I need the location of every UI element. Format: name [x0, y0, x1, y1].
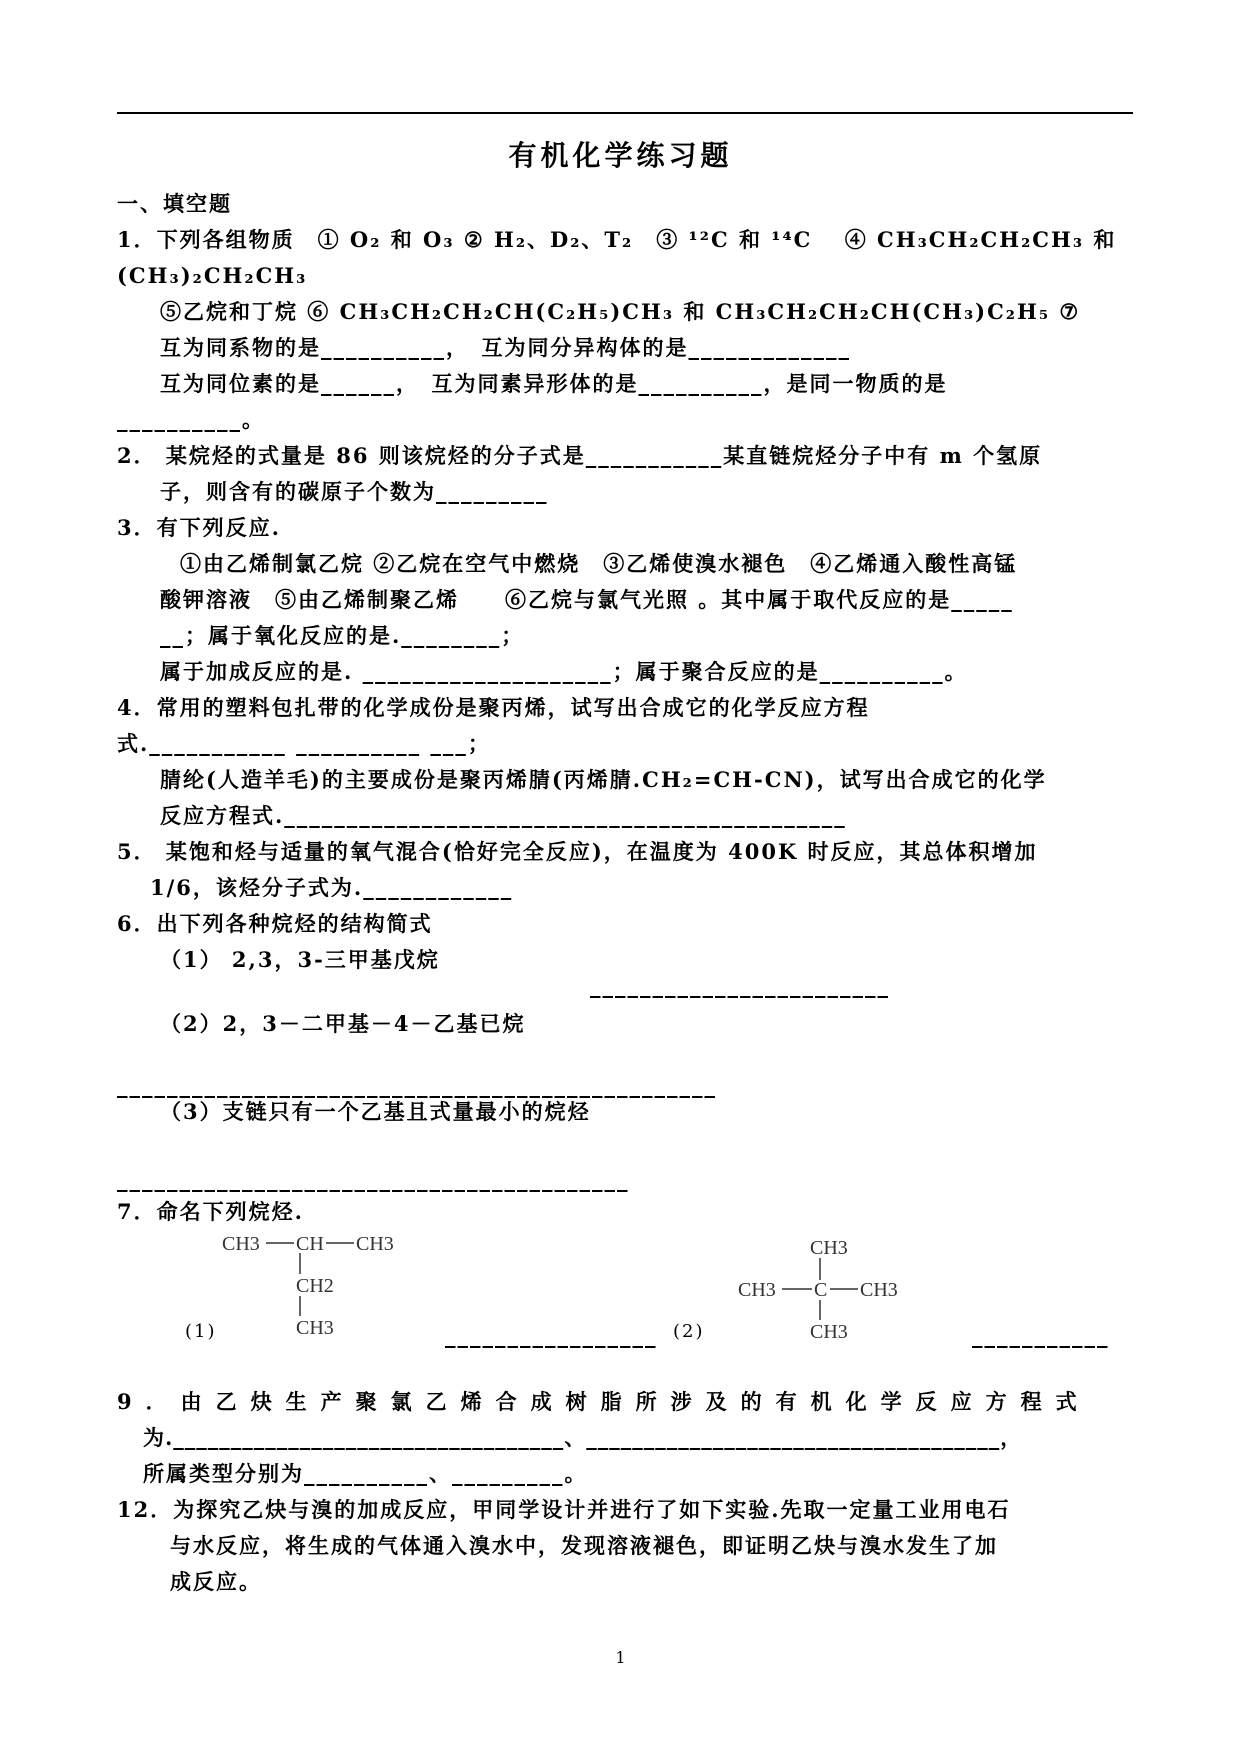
structure-2: [738, 1234, 908, 1352]
question-1-line-6: __________。: [117, 407, 265, 432]
question-3-line-4: __；属于氧化反应的是.________；: [160, 623, 525, 648]
question-9-line-2: 为.__________________________________、____________________________________，: [143, 1425, 1023, 1450]
structure-2-c-center: C: [814, 1279, 828, 1301]
structure-1: [222, 1228, 422, 1346]
question-1-line-1: 1．下列各组物质 ① O₂ 和 O₃ ② H₂、D₂、T₂ ③ ¹²C 和 ¹⁴C ④ CH₃CH₂CH₂CH₃ 和: [117, 227, 1117, 252]
question-7-label-2: (2): [673, 1321, 705, 1342]
question-4-line-3: 腈纶(人造羊毛)的主要成份是聚丙烯腈(丙烯腈.CH₂=CH-CN)，试写出合成它的化学: [160, 767, 1047, 792]
question-2-line-1: 2． 某烷烃的式量是 86 则该烷烃的分子式是___________某直链烷烃分子中有 m 个氢原: [117, 443, 1043, 468]
question-6-answer-blank-3: _________________________________________: [117, 1167, 630, 1192]
structure-1-ch3-left: CH3: [222, 1233, 260, 1255]
question-1-line-3: ⑤乙烷和丁烷 ⑥ CH₃CH₂CH₂CH(C₂H₅)CH₃ 和 CH₃CH₂CH₂CH(CH₃)C₂H₅ ⑦: [160, 299, 1081, 324]
question-5-line-1: 5． 某饱和烃与适量的氧气混合(恰好完全反应)，在温度为 400K 时反应，其总体积增加: [117, 839, 1038, 864]
structure-1-ch: CH: [296, 1233, 324, 1255]
question-3-line-3: 酸钾溶液 ⑤由乙烯制聚乙烯 ⑥乙烷与氯气光照 。其中属于取代反应的是_____: [160, 587, 1014, 612]
page-title: 有机化学练习题: [508, 139, 733, 172]
question-7-line-1: 7．命名下列烷烃.: [117, 1199, 304, 1224]
question-6-part-1: （1） 2,3，3-三甲基戊烷: [160, 947, 440, 972]
question-3-line-2: ①由乙烯制氯乙烷 ②乙烷在空气中燃烧 ③乙烯使溴水褪色 ④乙烯通入酸性高锰: [180, 551, 1018, 576]
structure-1-ch3-bottom: CH3: [296, 1317, 334, 1339]
question-9-line-1: 9．由乙炔生产聚氯乙烯合成树脂所涉及的有机化学反应方程式: [117, 1389, 1091, 1414]
structure-2-ch3-left: CH3: [738, 1279, 776, 1301]
question-1-line-4: 互为同系物的是__________， 互为同分异构体的是_____________: [160, 335, 851, 360]
question-12-line-2: 与水反应，将生成的气体通入溴水中，发现溶液褪色，即证明乙炔与溴水发生了加: [170, 1533, 998, 1558]
structure-2-ch3-right: CH3: [860, 1279, 898, 1301]
question-5-line-2: 1/6，该烃分子式为.____________: [150, 875, 514, 900]
question-4-line-4: 反应方程式._____________________________________________: [160, 803, 847, 828]
question-6-line-1: 6．出下列各种烷烃的结构简式: [117, 911, 433, 936]
question-6-answer-blank-1: ________________________: [590, 973, 890, 998]
question-12-line-1: 12．为探究乙炔与溴的加成反应，甲同学设计并进行了如下实验.先取一定量工业用电石: [117, 1497, 1011, 1522]
question-1-line-2: (CH₃)₂CH₂CH₃: [117, 263, 308, 288]
structure-1-ch2: CH2: [296, 1275, 334, 1297]
question-6-part-3: （3）支链只有一个乙基且式量最小的烷烃: [160, 1099, 591, 1124]
structure-2-ch3-top: CH3: [810, 1237, 848, 1259]
question-3-line-5: 属于加成反应的是. ____________________；属于聚合反应的是__________。: [160, 659, 968, 684]
structure-1-ch3-right: CH3: [356, 1233, 394, 1255]
question-1-line-5: 互为同位素的是______， 互为同素异形体的是__________，是同一物质的是: [160, 371, 948, 396]
question-6-answer-blank-2: ________________________________________________: [117, 1073, 717, 1098]
question-6-part-2: （2）2，3－二甲基－4－乙基已烷: [160, 1011, 526, 1036]
top-rule: [117, 112, 1133, 114]
question-12-line-3: 成反应。: [170, 1569, 262, 1594]
question-7-answer-blank-2: ___________: [972, 1323, 1110, 1348]
question-7-answer-blank-1: _________________: [445, 1323, 658, 1348]
structure-2-ch3-bottom: CH3: [810, 1321, 848, 1343]
section-heading: 一、填空题: [117, 191, 232, 216]
question-3-line-1: 3．有下列反应.: [117, 515, 281, 540]
question-2-line-2: 子，则含有的碳原子个数为_________: [160, 479, 549, 504]
question-4-line-2: 式.___________ __________ ___；: [117, 731, 491, 756]
question-9-line-3: 所属类型分别为__________、_________。: [143, 1461, 588, 1486]
question-4-line-1: 4．常用的塑料包扎带的化学成份是聚丙烯，试写出合成它的化学反应方程: [117, 695, 870, 720]
question-7-label-1: (1): [185, 1321, 217, 1342]
page-number: 1: [615, 1648, 626, 1667]
